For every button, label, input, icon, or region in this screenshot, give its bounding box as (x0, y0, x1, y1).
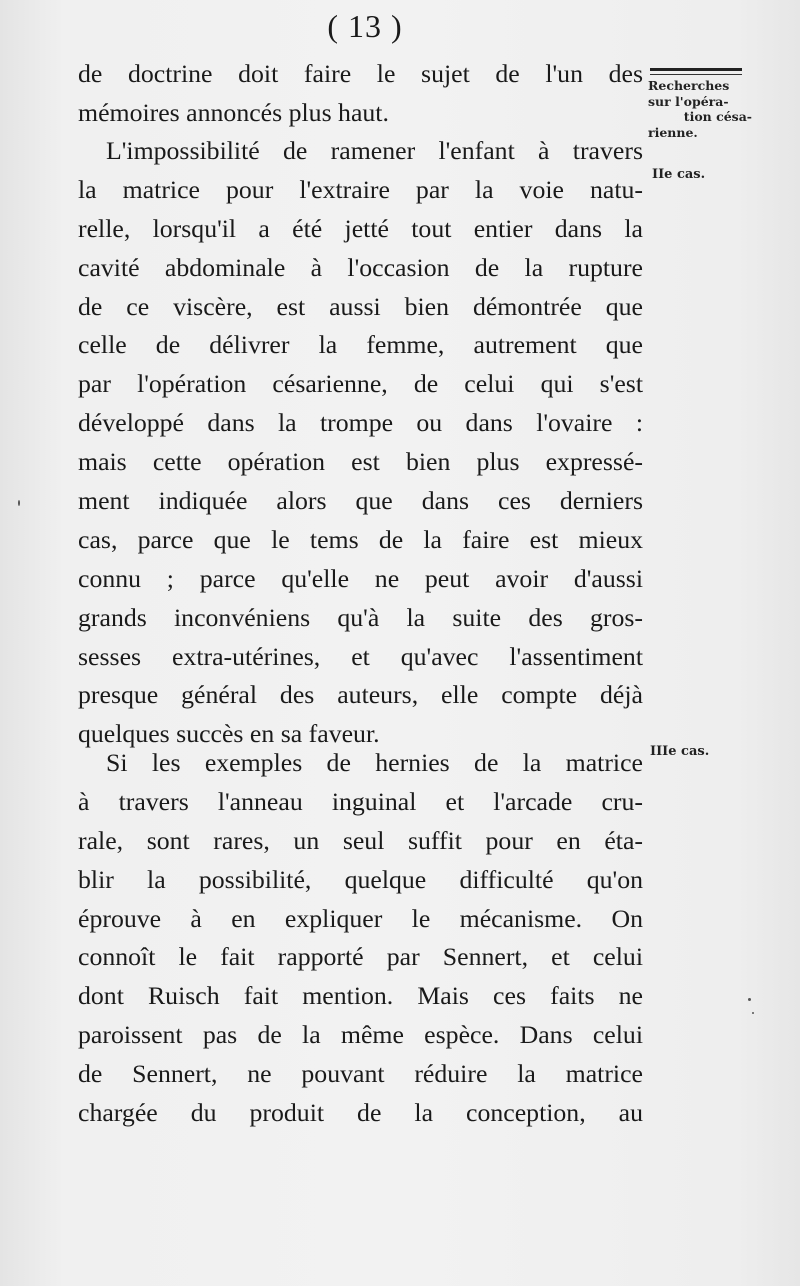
text-line: la matrice pour l'extraire par la voie natu- (78, 174, 643, 204)
text-line: paroissent pas de la même espèce. Dans celui (78, 1020, 643, 1050)
text-line: de doctrine doit faire le sujet de l'un des (78, 59, 643, 88)
text-line: sesses extra-utérines, et qu'avec l'assentiment (78, 641, 643, 671)
text-line: à travers l'anneau inguinal et l'arcade cru- (78, 786, 643, 816)
text-line: éprouve à en expliquer le mécanisme. On (78, 903, 643, 933)
text-line: presque général des auteurs, elle compte déjà (78, 680, 643, 710)
margin-rule-thin (650, 74, 742, 75)
text-line: de ce viscère, est aussi bien démontrée que (78, 291, 643, 321)
text-line: par l'opération césarienne, de celui qui s'est (78, 369, 643, 399)
text-line: de Sennert, ne pouvant réduire la matrice (78, 1059, 643, 1089)
text-line: développé dans la trompe ou dans l'ovaire : (78, 408, 643, 438)
text-line: Si les exemples de hernies de la matrice (106, 748, 643, 777)
text-line: mémoires annoncés plus haut. (78, 97, 389, 127)
text-line: quelques succès en sa faveur. (78, 719, 380, 749)
margin-note-line: rienne. (648, 124, 698, 140)
text-line: connu ; parce qu'elle ne peut avoir d'aussi (78, 563, 643, 593)
margin-note-case-3: IIIe cas. (650, 744, 710, 759)
margin-note-recherches (648, 78, 760, 140)
text-line: celle de délivrer la femme, autrement que (78, 330, 643, 360)
margin-note-line: tion césa- (683, 109, 752, 124)
text-line: ment indiquée alors que dans ces derniers (78, 486, 643, 516)
print-speck (752, 1012, 754, 1014)
paragraph-1 (78, 55, 643, 133)
margin-note-line: Recherches (648, 78, 730, 93)
text-line: cavité abdominale à l'occasion de la rupture (78, 252, 643, 282)
margin-note-case-2: IIe cas. (652, 167, 706, 182)
margin-note-line: sur l'opéra- (648, 93, 729, 109)
paragraph-2 (78, 132, 643, 754)
text-line: relle, lorsqu'il a été jetté tout entier dans la (78, 213, 643, 243)
text-line: chargée du produit de la conception, au (78, 1098, 643, 1128)
text-line: dont Ruisch fait mention. Mais ces faits ne (78, 981, 643, 1011)
text-line: connoît le fait rapporté par Sennert, et celui (78, 942, 643, 972)
text-line: rale, sont rares, un seul suffit pour en éta- (78, 825, 643, 855)
print-speck (748, 998, 751, 1001)
text-line: blir la possibilité, quelque difficulté qu'on (78, 864, 643, 894)
text-line: mais cette opération est bien plus expressé- (78, 447, 643, 477)
text-line: grands inconvéniens qu'à la suite des gros- (78, 602, 643, 632)
paragraph-3 (78, 744, 643, 1133)
text-line: L'impossibilité de ramener l'enfant à travers (106, 136, 643, 165)
text-line: cas, parce que le tems de la faire est mieux (78, 524, 643, 554)
margin-rule (650, 68, 742, 71)
page-number: ( 13 ) (327, 8, 403, 44)
print-speck (18, 500, 20, 506)
